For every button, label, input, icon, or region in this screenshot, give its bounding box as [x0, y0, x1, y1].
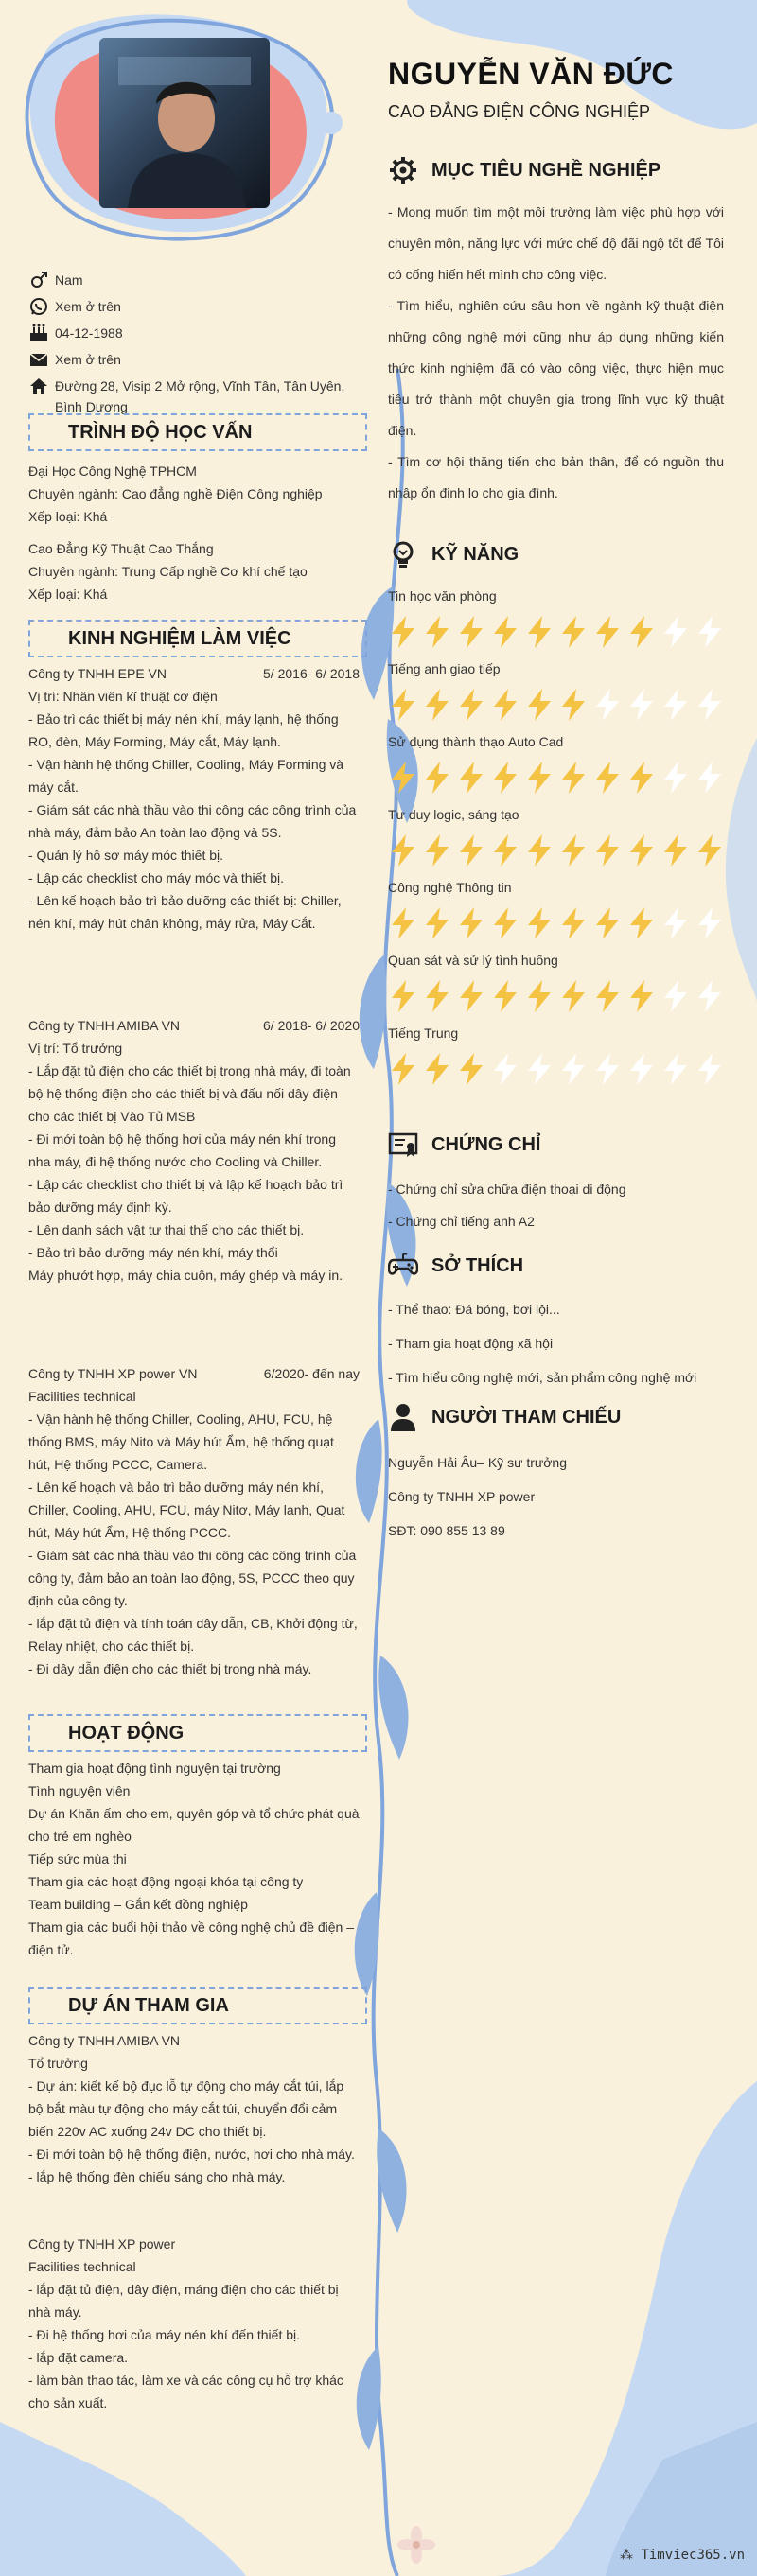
skill-rating	[388, 615, 725, 649]
hobbies-title	[388, 1249, 523, 1283]
bolt-filled-icon	[422, 761, 452, 795]
job-line: - lắp đặt tủ điện và tính toán dây dẫn, CB, Khởi động từ, Relay nhiệt, cho các thiết bị.	[28, 1616, 358, 1654]
project-line: - Đi mới toàn bộ hệ thống điện, nước, hơi cho nhà máy.	[28, 2147, 355, 2162]
project-2	[28, 2233, 360, 2414]
bolt-empty-icon	[524, 1052, 555, 1086]
job-line: - Lên danh sách vật tư thai thế cho các thiết bị.	[28, 1222, 305, 1237]
job-company: Công ty TNHH XP power VN	[28, 1366, 198, 1381]
job-line: - Đi dây dẫn điện cho các thiết bị trong nhà máy.	[28, 1661, 312, 1676]
avatar	[99, 38, 270, 208]
hobbies-title-text: SỞ THÍCH	[431, 1254, 524, 1276]
job-2	[28, 1014, 360, 1287]
bolt-filled-icon	[592, 615, 623, 649]
bolt-filled-icon	[558, 615, 589, 649]
bolt-filled-icon	[422, 1052, 452, 1086]
education-item-2	[28, 537, 360, 605]
gender-row	[28, 270, 367, 290]
skill-rating	[388, 833, 725, 867]
skill-rating	[388, 979, 725, 1013]
bolt-filled-icon	[592, 979, 623, 1013]
job-line: - Lập các checklist cho thiết bị và lập kế hoạch bảo trì bảo dưỡng máy định kỳ.	[28, 1177, 343, 1215]
bolt-filled-icon	[456, 688, 486, 722]
bolt-filled-icon	[490, 833, 520, 867]
birthday-value: Xem ở trên	[55, 299, 121, 314]
bolt-empty-icon	[695, 615, 725, 649]
bolt-empty-icon	[695, 761, 725, 795]
skills-title-text: KỸ NĂNG	[431, 543, 519, 565]
activities-list	[28, 1757, 360, 1961]
certificate-item: - Chứng chỉ sửa chữa điện thoại di động	[388, 1182, 626, 1197]
objective-title	[388, 153, 660, 187]
hobbies-list	[388, 1292, 724, 1394]
reference-item: Công ty TNHH XP power	[388, 1489, 536, 1504]
bolt-filled-icon	[592, 761, 623, 795]
bolt-empty-icon	[626, 688, 657, 722]
activity-item: Tham gia hoạt động tình nguyện tại trường	[28, 1761, 281, 1776]
job-line: - Lập các checklist cho máy móc và thiết bị.	[28, 870, 284, 885]
certificates-list	[388, 1173, 724, 1237]
bolt-filled-icon	[422, 979, 452, 1013]
references-title-text: NGƯỜI THAM CHIẾU	[431, 1406, 622, 1428]
bolt-filled-icon	[558, 906, 589, 940]
education-title: TRÌNH ĐỘ HỌC VẤN	[28, 413, 367, 451]
bolt-filled-icon	[388, 906, 418, 940]
project-line: - Dự án: kiết kế bộ đục lỗ tự động cho máy cắt túi, lắp bộ bắt màu tự động cho máy cắt túi, chuyển đổi cảm biến 220v AC xuống 24v DC cho thiết bị.	[28, 2078, 344, 2139]
bolt-empty-icon	[592, 1052, 623, 1086]
activities-title: HOẠT ĐỘNG	[28, 1714, 367, 1752]
bolt-filled-icon	[558, 979, 589, 1013]
objective-paragraph: - Tìm hiểu, nghiên cứu sâu hơn về ngành kỹ thuật điện những công nghệ mới cũng như áp dụng những kiến thức kinh nghiệm đã có vào công việc, thực hiện mục tiêu trở thành một chuyên gia trong lĩnh vực kỹ thuật điện.	[388, 298, 724, 438]
project-company: Công ty TNHH XP power	[28, 2236, 176, 2252]
hobby-item: - Tìm hiểu công nghệ mới, sản phẩm công nghệ mới	[388, 1370, 697, 1385]
project-line: - lắp hệ thống đèn chiếu sáng cho nhà máy.	[28, 2169, 286, 2184]
bolt-empty-icon	[660, 979, 691, 1013]
bolt-filled-icon	[388, 979, 418, 1013]
experience-title: KINH NGHIỆM LÀM VIỆC	[28, 620, 367, 657]
education-school: Cao Đẳng Kỹ Thuật Cao Thắng	[28, 541, 214, 556]
reference-item: SĐT: 090 855 13 89	[388, 1523, 505, 1538]
skills-title	[388, 537, 519, 571]
job-line: - Lắp đặt tủ điện cho các thiết bị trong nhà máy, đi toàn bộ hệ thống điện cho các thiết bị và đấu nối dây điện cho các thiết bị Vào Tủ MSB	[28, 1063, 351, 1124]
bolt-filled-icon	[524, 615, 555, 649]
bolt-filled-icon	[388, 615, 418, 649]
bolt-empty-icon	[695, 906, 725, 940]
project-role: Facilities technical	[28, 2259, 136, 2274]
job-1	[28, 662, 360, 935]
projects-title: DỰ ÁN THAM GIA	[28, 1987, 367, 2024]
objective-paragraph: - Tìm cơ hội thăng tiến cho bản thân, để có nguồn thu nhập ổn định lo cho gia đình.	[388, 454, 724, 500]
skill-name: Sử dụng thành thạo Auto Cad	[388, 734, 564, 749]
brand-sparkle-icon: ⁂	[620, 2548, 642, 2563]
bolt-filled-icon	[592, 906, 623, 940]
bolt-filled-icon	[490, 761, 520, 795]
bolt-filled-icon	[490, 615, 520, 649]
certificate-icon	[388, 1130, 418, 1160]
education-grade: Xếp loại: Khá	[28, 509, 108, 524]
project-role: Tổ trưởng	[28, 2056, 88, 2071]
bolt-filled-icon	[592, 833, 623, 867]
bolt-filled-icon	[456, 906, 486, 940]
job-line: - Quản lý hồ sơ máy móc thiết bị.	[28, 848, 224, 863]
email-value: Xem ở trên	[55, 352, 121, 367]
job-line: - Bảo trì bảo dưỡng máy nén khí, máy thổi	[28, 1245, 278, 1260]
certificates-title	[388, 1128, 540, 1162]
bolt-filled-icon	[490, 688, 520, 722]
skill-rating	[388, 688, 725, 722]
job-line: - Giám sát các nhà thầu vào thi công các công trình của nhà máy, đảm bảo An toàn lao động và 5S.	[28, 802, 357, 840]
bolt-filled-icon	[490, 906, 520, 940]
lightbulb-icon	[388, 539, 418, 570]
bolt-filled-icon	[388, 688, 418, 722]
objective-paragraph: - Mong muốn tìm một môi trường làm việc phù hợp với chuyên môn, năng lực với mức chế độ đãi ngộ tốt để Tôi có cống hiến hết mình cho công việc.	[388, 204, 724, 282]
candidate-title: CAO ĐẲNG ĐIỆN CÔNG NGHIỆP	[388, 102, 651, 121]
skill-name: Tư duy logic, sáng tạo	[388, 807, 519, 822]
job-position: Facilities technical	[28, 1389, 136, 1404]
education-major: Chuyên ngành: Trung Cấp nghề Cơ khí chế tạo	[28, 564, 308, 579]
bolt-empty-icon	[660, 906, 691, 940]
cake-icon	[28, 323, 49, 343]
job-3	[28, 1362, 360, 1680]
bolt-filled-icon	[422, 906, 452, 940]
project-company: Công ty TNHH AMIBA VN	[28, 2033, 181, 2048]
bolt-filled-icon	[388, 833, 418, 867]
bolt-filled-icon	[422, 688, 452, 722]
bolt-filled-icon	[456, 615, 486, 649]
bolt-filled-icon	[558, 761, 589, 795]
job-period: 6/2020- đến nay	[263, 1366, 360, 1381]
address-row	[28, 376, 367, 417]
gender-value: Nam	[55, 272, 83, 288]
email-row	[28, 349, 367, 370]
job-line: - Lên kế hoạch bảo trì bảo dưỡng các thiết bị: Chiller, nén khí, máy hút chân không, máy rửa, Máy Cắt.	[28, 893, 342, 931]
certificates-title-text: CHỨNG CHỈ	[431, 1133, 541, 1155]
education-major: Chuyên ngành: Cao đẳng nghề Điện Công nghiệp	[28, 486, 323, 501]
job-line: - Vận hành hệ thống Chiller, Cooling, AHU, FCU, hệ thống BMS, máy Nito và Máy hút Ẩm, hệ thống quạt hút, Hệ thống PCCC, Camera.	[28, 1411, 334, 1472]
job-period: 6/ 2018- 6/ 2020	[263, 1018, 360, 1033]
activity-item: Tình nguyện viên	[28, 1783, 131, 1798]
activity-item: Team building – Gắn kết đồng nghiệp	[28, 1897, 248, 1912]
bolt-filled-icon	[422, 615, 452, 649]
project-line: - lắp đặt tủ điện, dây điện, máng điện cho các thiết bị nhà máy.	[28, 2282, 339, 2320]
gear-icon	[388, 155, 418, 185]
bolt-filled-icon	[524, 906, 555, 940]
bolt-filled-icon	[524, 761, 555, 795]
job-line: - Giám sát các nhà thầu vào thi công các công trình của công ty, đảm bảo an toàn lao động, 5S, PCCC theo quy định của công ty.	[28, 1548, 357, 1608]
address-value: Đường 28, Visip 2 Mở rộng, Vĩnh Tân, Tân Uyên, Bình Dương	[55, 378, 345, 414]
project-line: - làm bàn thao tác, làm xe và các công cụ hỗ trợ khác cho sản xuất.	[28, 2373, 343, 2410]
reference-item: Nguyễn Hải Âu– Kỹ sư trưởng	[388, 1455, 568, 1470]
job-line: Máy phướt hợp, máy chia cuộn, máy ghép và máy in.	[28, 1268, 343, 1283]
bolt-filled-icon	[388, 1052, 418, 1086]
birthdate-value: 04-12-1988	[55, 325, 123, 341]
job-company: Công ty TNHH AMIBA VN	[28, 1018, 181, 1033]
job-line: - Đi mới toàn bộ hệ thống hơi của máy nén khí trong nha máy, đi hệ thống nước cho Cooling và Chiller.	[28, 1131, 336, 1169]
project-line: - Đi hệ thống hơi của máy nén khí đến thiết bị.	[28, 2327, 301, 2342]
activity-item: Tham gia các hoạt động ngoại khóa tại công ty	[28, 1874, 304, 1889]
references-list	[388, 1446, 724, 1548]
bolt-empty-icon	[592, 688, 623, 722]
bolt-empty-icon	[660, 688, 691, 722]
skill-name: Tiếng anh giao tiếp	[388, 661, 501, 676]
bolt-empty-icon	[660, 615, 691, 649]
skill-name: Tiếng Trung	[388, 1025, 459, 1041]
skill-name: Công nghệ Thông tin	[388, 880, 512, 895]
bolt-filled-icon	[456, 761, 486, 795]
job-company: Công ty TNHH EPE VN	[28, 666, 167, 681]
bolt-empty-icon	[695, 1052, 725, 1086]
bolt-filled-icon	[626, 979, 657, 1013]
bolt-filled-icon	[388, 761, 418, 795]
project-1	[28, 2029, 360, 2188]
activity-item: Tham gia các buổi hội thảo về công nghệ chủ đề điện – điện tử.	[28, 1919, 355, 1957]
skill-rating	[388, 1052, 725, 1086]
project-line: - lắp đặt camera.	[28, 2350, 129, 2365]
bolt-empty-icon	[660, 761, 691, 795]
whatsapp-icon	[28, 296, 49, 317]
bolt-filled-icon	[456, 833, 486, 867]
footer-brand[interactable]	[620, 2548, 745, 2563]
bolt-filled-icon	[660, 833, 691, 867]
bolt-filled-icon	[524, 979, 555, 1013]
objective-title-text: MỤC TIÊU NGHỀ NGHIỆP	[431, 159, 661, 181]
birthday-row	[28, 296, 367, 317]
bolt-empty-icon	[695, 688, 725, 722]
bolt-empty-icon	[660, 1052, 691, 1086]
bolt-filled-icon	[558, 833, 589, 867]
home-icon	[28, 376, 49, 396]
bolt-filled-icon	[456, 1052, 486, 1086]
job-position: Vị trí: Tổ trưởng	[28, 1041, 123, 1056]
certificate-item: - Chứng chỉ tiếng anh A2	[388, 1214, 535, 1229]
education-school: Đại Học Công Nghệ TPHCM	[28, 464, 197, 479]
bolt-filled-icon	[456, 979, 486, 1013]
skill-name: Quan sát và sử lý tình huống	[388, 953, 558, 968]
candidate-name: NGUYỄN VĂN ĐỨC	[388, 57, 675, 91]
skill-rating	[388, 906, 725, 940]
activity-item: Tiếp sức mùa thi	[28, 1851, 127, 1866]
bolt-filled-icon	[626, 615, 657, 649]
skill-rating	[388, 761, 725, 795]
envelope-icon	[28, 349, 49, 370]
references-title	[388, 1400, 621, 1434]
hobby-item: - Tham gia hoạt động xã hội	[388, 1336, 554, 1351]
job-line: - Lên kế hoạch và bảo trì bảo dưỡng máy nén khí, Chiller, Cooling, AHU, FCU, máy Nitơ, Máy lạnh, Quạt hút, Máy hút Ẩm, Hệ thống PCCC.	[28, 1480, 345, 1540]
job-line: - Vận hành hệ thống Chiller, Cooling, Máy Forming và máy cắt.	[28, 757, 344, 795]
bolt-filled-icon	[626, 906, 657, 940]
bolt-empty-icon	[490, 1052, 520, 1086]
bolt-empty-icon	[695, 979, 725, 1013]
bolt-filled-icon	[626, 761, 657, 795]
avatar-frame	[9, 9, 322, 237]
job-position: Vị trí: Nhân viên kĩ thuật cơ điện	[28, 689, 218, 704]
user-icon	[388, 1402, 418, 1432]
bolt-filled-icon	[524, 688, 555, 722]
hobby-item: - Thể thao: Đá bóng, bơi lội...	[388, 1302, 560, 1317]
activity-item: Dự án Khăn ấm cho em, quyên góp và tổ chức phát quà cho trẻ em nghèo	[28, 1806, 360, 1844]
gamepad-icon	[388, 1251, 418, 1281]
bolt-filled-icon	[695, 833, 725, 867]
bolt-filled-icon	[626, 833, 657, 867]
skill-name: Tin học văn phòng	[388, 588, 497, 604]
bolt-filled-icon	[422, 833, 452, 867]
objective-body	[388, 197, 724, 509]
bolt-filled-icon	[524, 833, 555, 867]
bolt-filled-icon	[490, 979, 520, 1013]
gender-icon	[28, 270, 49, 290]
education-item-1	[28, 460, 360, 528]
brand-text: Timviec365.vn	[641, 2548, 746, 2563]
education-grade: Xếp loại: Khá	[28, 587, 108, 602]
bolt-empty-icon	[626, 1052, 657, 1086]
bolt-filled-icon	[558, 688, 589, 722]
birthdate-row	[28, 323, 367, 343]
bolt-empty-icon	[558, 1052, 589, 1086]
job-period: 5/ 2016- 6/ 2018	[263, 666, 360, 681]
job-line: - Bảo trì các thiết bị máy nén khí, máy lạnh, hệ thống RO, đèn, Máy Forming, Máy cắt, Máy lạnh.	[28, 711, 339, 749]
